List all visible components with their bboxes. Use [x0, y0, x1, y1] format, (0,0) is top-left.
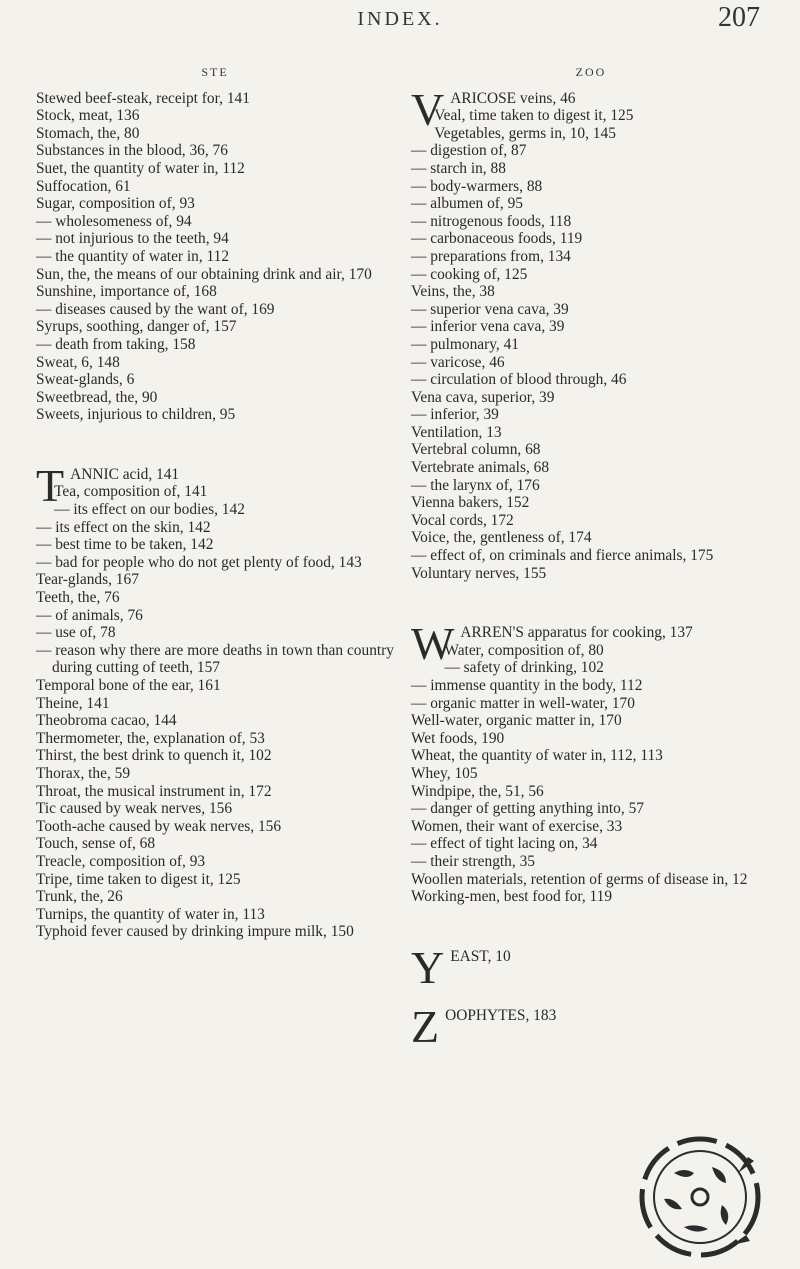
index-entry-text: Sweets, injurious to children, 95 — [36, 406, 236, 424]
index-entry-text: Sugar, composition of, 93 — [36, 195, 195, 213]
index-entry — [411, 195, 771, 213]
index-entry-text: Veal, time taken to digest it, 125 — [434, 107, 634, 125]
index-entry — [411, 512, 771, 530]
index-entry — [411, 178, 771, 196]
index-entry — [36, 571, 394, 589]
index-entry-text: Well-water, organic matter in, 170 — [411, 712, 622, 730]
index-entry — [411, 871, 771, 889]
index-entry-text: Typhoid fever caused by drinking impure milk, 150 — [36, 923, 354, 941]
index-entry — [36, 783, 394, 801]
index-entry-text: Syrups, soothing, danger of, 157 — [36, 318, 237, 336]
index-entry — [411, 853, 771, 871]
index-entry-text: Vertebrate animals, 68 — [411, 459, 550, 477]
index-entry-text: Suffocation, 61 — [36, 177, 131, 195]
index-section-w — [411, 618, 771, 906]
index-section-z — [411, 1001, 771, 1053]
index-entry-text: — bad for people who do not get plenty of food, 143 — [36, 553, 362, 571]
index-entry — [36, 107, 394, 125]
index-section-t — [36, 459, 394, 941]
index-entry — [36, 871, 394, 889]
index-entry — [36, 818, 394, 836]
index-entry — [411, 730, 771, 748]
index-entry — [36, 554, 394, 572]
index-entry-text: — the quantity of water in, 112 — [36, 247, 230, 265]
index-entry — [411, 248, 771, 266]
index-entry — [411, 230, 771, 248]
drop-cap-letter: Y — [411, 941, 445, 993]
index-entry-text: — preparations from, 134 — [411, 247, 571, 265]
index-entry-text: Veins, the, 38 — [411, 283, 495, 301]
index-entry — [36, 835, 394, 853]
index-entry — [411, 547, 771, 565]
index-entry-text: Stock, meat, 136 — [36, 107, 140, 125]
index-entry — [36, 90, 394, 108]
index-entry — [36, 389, 394, 407]
index-entry — [36, 501, 394, 519]
index-entry — [36, 923, 394, 941]
left-column-heading: STE — [201, 65, 229, 79]
index-entry-text: — their strength, 35 — [411, 852, 535, 870]
index-entry — [411, 765, 771, 783]
index-entry — [36, 483, 394, 501]
index-entry — [36, 607, 394, 625]
drop-cap-letter: V — [411, 83, 445, 135]
index-entry — [36, 266, 394, 284]
index-section-y — [411, 941, 771, 993]
index-entry-text: Sweat-glands, 6 — [36, 371, 135, 389]
drop-cap-letter: W — [411, 618, 455, 670]
drop-cap-letter: Z — [411, 1001, 440, 1053]
index-entry — [411, 1001, 771, 1053]
index-entry-text: — carbonaceous foods, 119 — [411, 230, 583, 248]
index-entry-text: — wholesomeness of, 94 — [36, 212, 192, 230]
index-entry-text: Tripe, time taken to digest it, 125 — [36, 870, 241, 888]
index-entry-text: — best time to be taken, 142 — [36, 536, 214, 554]
index-entry-text: EAST, 10 — [450, 947, 511, 965]
index-entry — [36, 336, 394, 354]
index-entry — [36, 318, 394, 336]
index-entry — [36, 519, 394, 537]
index-entry-text: — starch in, 88 — [411, 159, 506, 177]
index-entry — [36, 125, 394, 143]
index-entry — [411, 266, 771, 284]
index-entry-text: Vertebral column, 68 — [411, 441, 541, 459]
index-entry-text: ARICOSE veins, 46 — [450, 89, 576, 107]
index-entry-text: ANNIC acid, 141 — [70, 465, 180, 483]
index-entry-text: OOPHYTES, 183 — [445, 1007, 557, 1025]
index-entry-text: Sunshine, importance of, 168 — [36, 283, 217, 301]
index-entry — [411, 301, 771, 319]
index-entry-text: Vienna bakers, 152 — [411, 494, 530, 512]
index-entry — [411, 695, 771, 713]
index-entry — [411, 677, 771, 695]
index-entry-text: Tic caused by weak nerves, 156 — [36, 800, 233, 818]
index-entry-text: — its effect on our bodies, 142 — [54, 501, 245, 519]
index-entry — [411, 424, 771, 442]
index-entry — [411, 747, 771, 765]
index-entry-text: Voice, the, gentleness of, 174 — [411, 529, 592, 547]
index-entry-text: Wet foods, 190 — [411, 729, 505, 747]
index-entry — [411, 283, 771, 301]
index-entry — [411, 336, 771, 354]
index-entry — [411, 107, 771, 125]
index-entry-text: — immense quantity in the body, 112 — [411, 677, 643, 694]
index-entry — [36, 406, 394, 424]
index-entry — [36, 695, 394, 713]
index-section-continued — [36, 90, 394, 424]
index-entry — [411, 494, 771, 512]
drop-cap-letter: T — [36, 459, 65, 511]
index-entry-text: — diseases caused by the want of, 169 — [36, 300, 275, 318]
index-entry-text: Temporal bone of the ear, 161 — [36, 677, 221, 694]
index-entry — [36, 765, 394, 783]
index-entry-text: Suet, the quantity of water in, 112 — [36, 159, 245, 177]
index-entry — [36, 853, 394, 871]
index-entry — [411, 406, 771, 424]
index-entry-text: — circulation of blood through, 46 — [411, 371, 627, 389]
index-entry — [411, 318, 771, 336]
index-entry — [36, 642, 394, 677]
page-number: 207 — [718, 2, 760, 33]
index-entry-text: — digestion of, 87 — [411, 142, 527, 160]
index-entry-text: Ventilation, 13 — [411, 423, 502, 441]
index-entry-text: Sweat, 6, 148 — [36, 353, 120, 371]
index-entry — [411, 712, 771, 730]
index-entry-text: Turnips, the quantity of water in, 113 — [36, 905, 265, 923]
index-entry-text: Throat, the musical instrument in, 172 — [36, 782, 272, 800]
index-entry — [411, 783, 771, 801]
index-entry-text: Theobroma cacao, 144 — [36, 712, 177, 730]
index-entry-text: — inferior, 39 — [411, 406, 499, 424]
index-entry-text: — safety of drinking, 102 — [444, 659, 604, 677]
index-entry — [36, 906, 394, 924]
index-entry — [411, 371, 771, 389]
index-entry — [36, 800, 394, 818]
index-entry — [411, 160, 771, 178]
index-entry — [36, 160, 394, 178]
index-entry — [36, 712, 394, 730]
index-entry — [36, 589, 394, 607]
index-entry — [411, 888, 771, 906]
index-entry-text: — of animals, 76 — [36, 606, 143, 624]
index-entry-text: Substances in the blood, 36, 76 — [36, 142, 228, 160]
index-entry-text: Stomach, the, 80 — [36, 124, 140, 142]
index-entry-text: — organic matter in well-water, 170 — [411, 694, 635, 712]
index-entry-text: — nitrogenous foods, 118 — [411, 212, 572, 230]
index-entry — [36, 195, 394, 213]
index-entry-text: — albumen of, 95 — [411, 195, 523, 213]
index-entry — [36, 536, 394, 554]
right-column-heading: ZOO — [575, 65, 607, 79]
index-entry-text: Stewed beef-steak, receipt for, 141 — [36, 89, 250, 107]
left-column-sections — [36, 90, 394, 941]
index-entry-text: — the larynx of, 176 — [411, 476, 540, 494]
index-entry — [411, 459, 771, 477]
index-entry — [411, 142, 771, 160]
index-entry — [411, 441, 771, 459]
index-entry — [36, 142, 394, 160]
index-entry-text: — cooking of, 125 — [411, 265, 528, 283]
index-entry — [411, 125, 771, 143]
index-entry — [36, 213, 394, 231]
index-entry — [36, 730, 394, 748]
index-entry-text: Tear-glands, 167 — [36, 571, 139, 589]
index-entry-text: Working-men, best food for, 119 — [411, 888, 613, 906]
index-entry — [411, 354, 771, 372]
index-entry-text: Women, their want of exercise, 33 — [411, 817, 623, 835]
right-column-sections — [411, 83, 771, 1053]
index-entry-text: Windpipe, the, 51, 56 — [411, 782, 544, 800]
page-header-title: INDEX. — [357, 8, 443, 30]
index-entry — [36, 747, 394, 765]
index-entry-text: Touch, sense of, 68 — [36, 835, 156, 853]
right-column — [411, 64, 771, 1053]
index-entry-text: — use of, 78 — [36, 624, 116, 642]
index-entry — [411, 213, 771, 231]
index-entry — [411, 818, 771, 836]
index-entry — [411, 659, 771, 677]
index-entry-text: Tooth-ache caused by weak nerves, 156 — [36, 817, 282, 835]
index-entry-text: — body-warmers, 88 — [411, 177, 543, 195]
index-entry-text: Thorax, the, 59 — [36, 764, 131, 782]
index-entry — [411, 642, 771, 660]
index-entry — [411, 835, 771, 853]
circular-seal-ornament-icon — [634, 1133, 766, 1261]
index-entry — [36, 301, 394, 319]
index-entry — [411, 800, 771, 818]
index-entry-text: Teeth, the, 76 — [36, 589, 120, 607]
index-entry-text: Thirst, the best drink to quench it, 102 — [36, 747, 272, 765]
index-entry-text: ARREN'S apparatus for cooking, 137 — [460, 624, 693, 642]
index-entry — [36, 371, 394, 389]
index-section-v — [411, 83, 771, 583]
index-entry-text: Thermometer, the, explanation of, 53 — [36, 729, 265, 747]
index-entry-text: — effect of, on criminals and fierce animals, 175 — [411, 547, 714, 565]
index-entry-text: — superior vena cava, 39 — [411, 300, 569, 318]
index-entry-text: Sweetbread, the, 90 — [36, 388, 158, 406]
index-entry — [36, 248, 394, 266]
index-entry-text: Theine, 141 — [36, 694, 110, 712]
running-head — [0, 2, 800, 42]
index-entry — [36, 283, 394, 301]
index-entry-text: Sun, the, the means of our obtaining drink and air, 170 — [36, 265, 372, 283]
index-entry-text: Wheat, the quantity of water in, 112, 113 — [411, 747, 663, 765]
index-entry-text: Treacle, composition of, 93 — [36, 852, 206, 870]
index-entry-text: — death from taking, 158 — [36, 335, 196, 353]
index-entry-text: Trunk, the, 26 — [36, 888, 123, 906]
index-entry-text: — pulmonary, 41 — [411, 335, 520, 353]
index-entry-text: Vegetables, germs in, 10, 145 — [434, 124, 616, 142]
index-entry-text: Vocal cords, 172 — [411, 511, 514, 529]
index-entry — [411, 389, 771, 407]
index-entry — [411, 565, 771, 583]
index-entry — [36, 624, 394, 642]
left-column — [36, 64, 394, 941]
index-entry-text: Woollen materials, retention of germs of disease in, 12 — [411, 870, 748, 888]
index-entry-text: — not injurious to the teeth, 94 — [36, 230, 229, 248]
index-entry-text: Water, composition of, 80 — [444, 641, 604, 659]
index-entry-text: Tea, composition of, 141 — [54, 483, 208, 501]
index-entry — [36, 354, 394, 372]
index-entry-text: — inferior vena cava, 39 — [411, 318, 565, 336]
index-entry — [36, 677, 394, 695]
index-entry — [36, 230, 394, 248]
index-entry-text: Whey, 105 — [411, 764, 478, 782]
index-entry-text: Vena cava, superior, 39 — [411, 388, 555, 406]
index-entry-text: Voluntary nerves, 155 — [411, 564, 547, 582]
index-entry — [411, 529, 771, 547]
index-entry — [411, 477, 771, 495]
index-entry-text: — varicose, 46 — [411, 353, 505, 371]
index-entry-text: — danger of getting anything into, 57 — [411, 800, 644, 818]
index-entry-text: — effect of tight lacing on, 34 — [411, 835, 598, 853]
index-entry — [36, 178, 394, 196]
index-entry-text: — reason why there are more deaths in town than country during cutting of teeth, 157 — [36, 641, 394, 677]
index-entry — [36, 888, 394, 906]
index-entry-text: — its effect on the skin, 142 — [36, 518, 211, 536]
index-entry — [411, 941, 771, 993]
